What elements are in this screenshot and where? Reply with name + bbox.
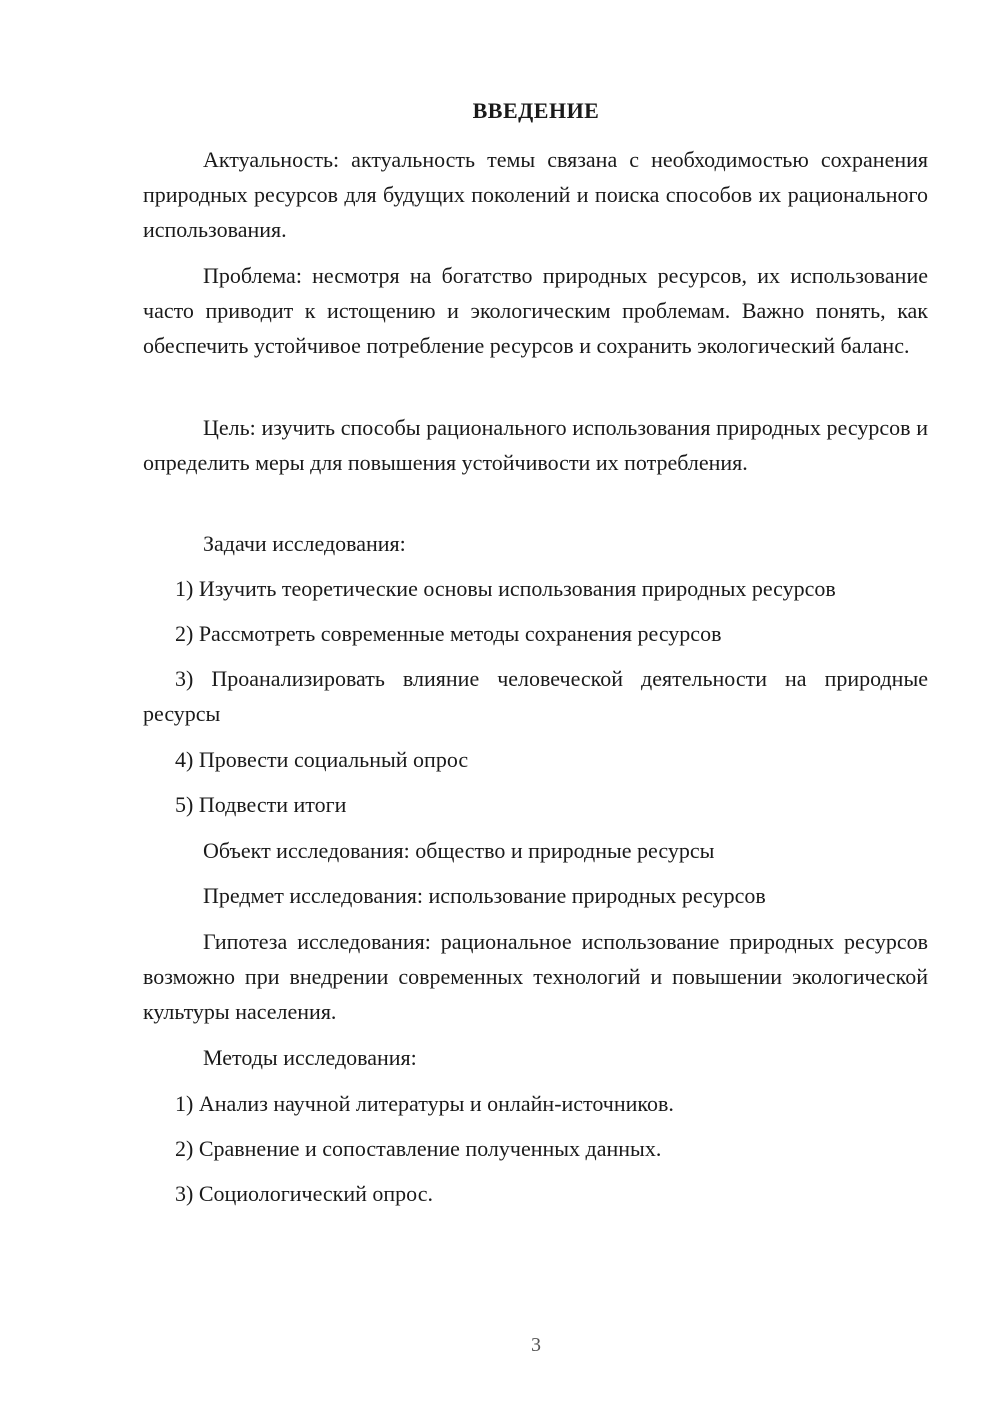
method-item-3: 3) Социологический опрос. — [175, 1181, 433, 1206]
page-title: ВВЕДЕНИЕ — [472, 98, 600, 123]
page-number: 3 — [531, 1334, 541, 1356]
problem-paragraph: Проблема: несмотря на богатство природных ресурсов, их использование часто приводит к истощению и экологическим проблемам. Важно понять, как обеспечить устойчивое потребление ресурсов и сохранить экологический баланс. — [143, 263, 928, 358]
object-paragraph: Объект исследования: общество и природные ресурсы — [203, 838, 715, 863]
hypothesis-paragraph: Гипотеза исследования: рациональное использование природных ресурсов возможно при внедрении современных технологий и повышении экологической культуры населения. — [143, 929, 928, 1024]
task-item-4: 4) Провести социальный опрос — [175, 747, 469, 772]
methods-heading: Методы исследования: — [203, 1045, 417, 1070]
tasks-heading: Задачи исследования: — [203, 531, 406, 556]
goal-paragraph: Цель: изучить способы рационального использования природных ресурсов и определить меры для повышения устойчивости их потребления. — [143, 415, 928, 475]
method-item-1: 1) Анализ научной литературы и онлайн-источников. — [175, 1091, 674, 1116]
task-item-1: 1) Изучить теоретические основы использования природных ресурсов — [175, 576, 836, 601]
method-item-2: 2) Сравнение и сопоставление полученных данных. — [175, 1136, 662, 1161]
relevance-paragraph: Актуальность: актуальность темы связана с необходимостью сохранения природных ресурсов для будущих поколений и поиска способов их рационального использования. — [143, 147, 928, 242]
task-item-2: 2) Рассмотреть современные методы сохранения ресурсов — [175, 621, 722, 646]
task-item-5: 5) Подвести итоги — [175, 792, 347, 817]
task-item-3: 3) Проанализировать влияние человеческой деятельности на природные ресурсы — [143, 666, 928, 726]
subject-paragraph: Предмет исследования: использование природных ресурсов — [203, 883, 766, 908]
